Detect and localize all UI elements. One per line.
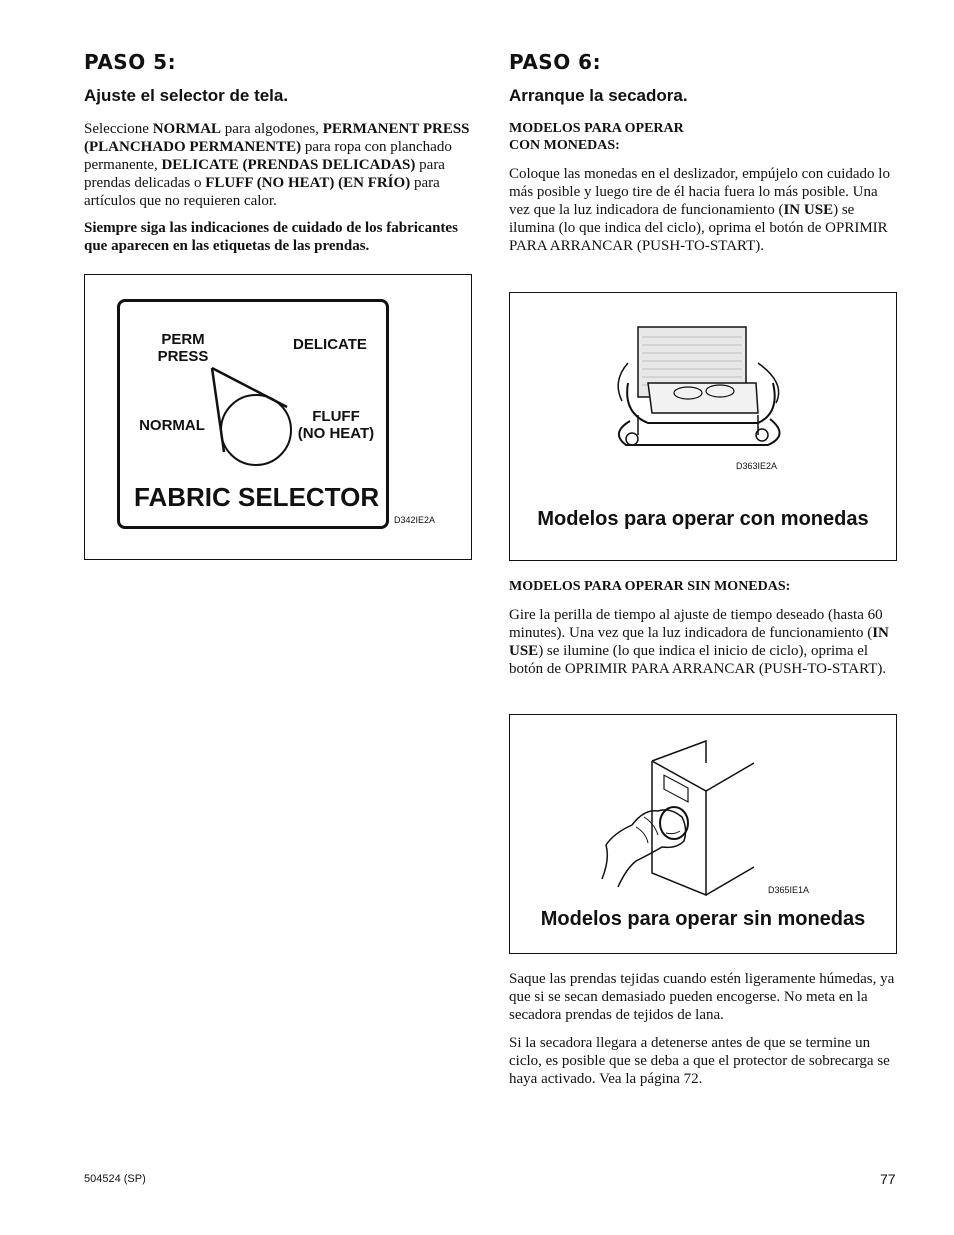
coin-figure-caption: Modelos para operar con monedas [537, 508, 869, 530]
bold-run: IN USE [783, 202, 834, 218]
noncoin-models-instructions [509, 606, 901, 678]
perm-label: PERM [161, 331, 205, 348]
page-number: 77 [880, 1171, 896, 1187]
coin-models-heading [509, 120, 901, 154]
text-run: ) se ilumine (lo que indica el inicio de ciclo), oprima el botón de OPRIMIR PARA ARRANCAR (PUSH-TO-START). [509, 643, 887, 677]
document-number: 504524 (SP) [84, 1173, 146, 1185]
fabric-selector-title: FABRIC SELECTOR [134, 482, 380, 512]
noncoin-models-heading: MODELOS PARA OPERAR SIN MONEDAS: [509, 579, 791, 594]
perm-press-label [148, 331, 218, 365]
step5-instructions [84, 120, 476, 210]
timer-knob-figure [509, 714, 897, 954]
text-run: para prendas delicadas o [84, 157, 445, 191]
bold-run: FLUFF (NO HEAT) (EN FRÍO) [205, 175, 411, 191]
fluff-label [286, 408, 386, 442]
press-label: PRESS [157, 348, 209, 365]
damp-garments-note: Saque las prendas tejidas cuando estén ligeramente húmedas, ya que si se secan demasiado pueden encogerse. No meta en la secadora prendas de tejidos de lana. [509, 971, 895, 1023]
fabric-selector-figure [84, 274, 472, 560]
text-run: Coloque las monedas en el deslizador, empújelo con cuidado lo más posible y luego tire de él hacia fuera lo más posible. Una vez que la luz indicadora de funcionamiento ( [509, 166, 890, 218]
fluff-label-line1: FLUFF [312, 408, 360, 425]
figure-code: D342IE2A [394, 515, 436, 525]
coin-heading-line2: CON MONEDAS: [509, 138, 620, 153]
coin-heading-line1: MODELOS PARA OPERAR [509, 121, 684, 136]
noncoin-figure-caption: Modelos para operar sin monedas [540, 908, 866, 930]
coin-slide-icon [608, 323, 808, 463]
text-run: para artículos que no requieren calor. [84, 175, 440, 209]
coin-slide-figure [509, 292, 897, 561]
bold-run: DELICATE (PRENDAS DELICADAS) [161, 157, 416, 173]
hand-turning-knob-icon [596, 737, 776, 897]
fabric-selector-panel [117, 299, 389, 529]
delicate-label: DELICATE [293, 336, 367, 353]
figure-code: D363IE2A [736, 461, 778, 471]
normal-label: NORMAL [139, 417, 205, 434]
step5-title: PASO 5: [84, 50, 177, 74]
text-run: Seleccione [84, 121, 153, 137]
text-run: ) se ilumina (lo que indica del ciclo), oprima el botón de OPRIMIR PARA ARRANCAR (PUSH-TO-START). [509, 202, 888, 254]
step6-subtitle: Arranque la secadora. [509, 86, 688, 105]
text-run: Gire la perilla de tiempo al ajuste de tiempo deseado (hasta 60 minutes). Una vez que la luz indicadora de funcionamiento ( [509, 607, 883, 641]
step5-subtitle: Ajuste el selector de tela. [84, 86, 289, 105]
bold-run: IN USE [509, 625, 889, 659]
bold-run: NORMAL [152, 121, 222, 137]
step6-title: PASO 6: [509, 50, 602, 74]
coin-models-instructions [509, 165, 901, 255]
figure-code: D365IE1A [768, 885, 810, 895]
fluff-label-line2: (NO HEAT) [297, 425, 375, 442]
step5-care-note: Siempre siga las indicaciones de cuidado de los fabricantes que aparecen en las etiquetas de las prendas. [84, 220, 458, 254]
text-run: para algodones, [221, 121, 323, 137]
bold-run: PERMANENT PRESS (PLANCHADO PERMANENTE) [84, 121, 470, 155]
text-run: para ropa con planchado permanente, [84, 139, 452, 173]
overload-protector-note: Si la secadora llegara a detenerse antes de que se termine un ciclo, es posible que se deba a que el protector de sobrecarga se haya activado. Vea la página 72. [509, 1035, 890, 1087]
